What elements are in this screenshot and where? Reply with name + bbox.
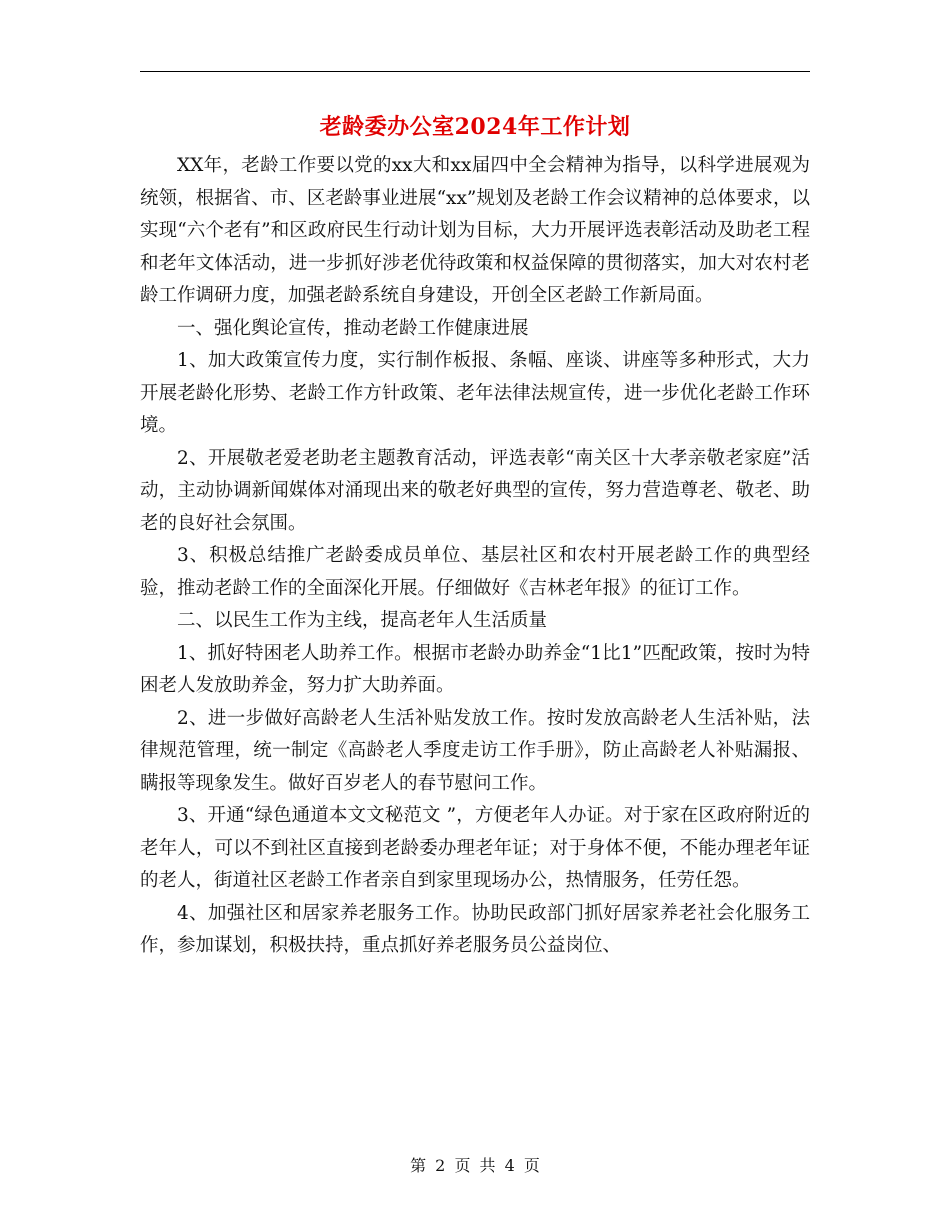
header-rule — [140, 71, 810, 72]
paragraph-2-4: 4、加强社区和居家养老服务工作。协助民政部门抓好居家养老社会化服务工作，参加谋划，积极扶持，重点抓好养老服务员公益岗位、 — [140, 902, 810, 956]
paragraph-2-3: 3、开通“绿色通道本文文秘范文 ”，方便老年人办证。对于家在区政府附近的老年人，可以不到社区直接到老龄委办理老年证；对于身体不便，不能办理老年证的老人，街道社区老龄工作者亲自到家里现场办公，热情服务，任劳任怨。 — [140, 805, 810, 891]
paragraph-intro: XX年，老龄工作要以党的xx大和xx届四中全会精神为指导，以科学进展观为统领，根据省、市、区老龄事业进展“xx”规划及老龄工作会议精神的总体要求，以实现“六个老有”和区政府民生行动计划为目标，大力开展评选表彰活动及助老工程和老年文体活动，进一步抓好涉老优待政策和权益保障的贯彻落实，加大对农村老龄工作调研力度，加强老龄系统自身建设，开创全区老龄工作新局面。 — [140, 155, 810, 306]
paragraph-2-1: 1、抓好特困老人助养工作。根据市老龄办助养金“1比1”匹配政策，按时为特困老人发放助养金，努力扩大助养面。 — [140, 642, 810, 696]
section-heading-1: 一、强化舆论宣传，推动老龄工作健康进展 — [177, 317, 529, 339]
document-body — [140, 150, 810, 963]
document-title: 老龄委办公室2024年工作计划 — [319, 114, 631, 140]
paragraph-2-2: 2、进一步做好高龄老人生活补贴发放工作。按时发放高龄老人生活补贴，法律规范管理，统一制定《高龄老人季度走访工作手册》，防止高龄老人补贴漏报、瞒报等现象发生。做好百岁老人的春节慰问工作。 — [140, 707, 810, 794]
paragraph-1-3: 3、积极总结推广老龄委成员单位、基层社区和农村开展老龄工作的典型经验，推动老龄工作的全面深化开展。仔细做好《吉林老年报》的征订工作。 — [140, 545, 810, 599]
paragraph-1-2: 2、开展敬老爱老助老主题教育活动，评选表彰“南关区十大孝亲敬老家庭”活动，主动协调新闻媒体对涌现出来的敬老好典型的宣传，努力营造尊老、敬老、助老的良好社会氛围。 — [140, 447, 810, 534]
paragraph-1-1: 1、加大政策宣传力度，实行制作板报、条幅、座谈、讲座等多种形式，大力开展老龄化形势、老龄工作方针政策、老年法律法规宣传，进一步优化老龄工作环境。 — [140, 350, 810, 436]
section-heading-2: 二、以民生工作为主线，提高老年人生活质量 — [177, 610, 548, 631]
page-number: 第 2 页 共 4 页 — [410, 1156, 540, 1175]
